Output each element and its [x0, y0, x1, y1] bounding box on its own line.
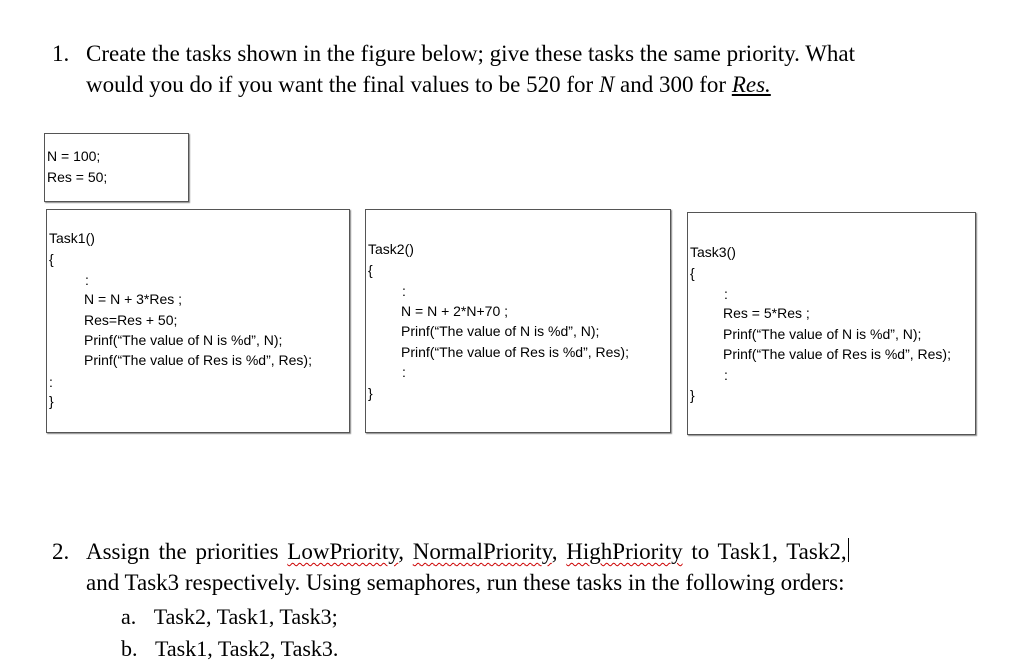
question-1-text: [86, 38, 952, 100]
question-2-line-2: and Task3 respectively. Using semaphores, run these tasks in the following orders:: [86, 570, 845, 595]
task3-header: Task3(): [690, 244, 736, 260]
task2-stmt-2: Prinf(“The value of N is %d”, N);: [401, 323, 600, 339]
task2-open-brace: {: [368, 262, 373, 278]
task3-dots-2: :: [724, 367, 728, 383]
task1-stmt-2: Res=Res + 50;: [84, 312, 178, 328]
question-1-line-1: Create the tasks shown in the figure below; give these tasks the same priority. What: [86, 41, 856, 66]
question-2-sep-2: ,: [551, 539, 567, 564]
task1-header: Task1(): [49, 230, 95, 246]
order-item-a-label: a.: [121, 604, 137, 629]
order-item-b-label: b.: [121, 636, 138, 661]
priority-high: HighPriority: [566, 539, 683, 564]
task2-stmt-3: Prinf(“The value of Res is %d”, Res);: [401, 344, 629, 360]
variable-n: N: [598, 72, 615, 97]
task2-dots-2: :: [402, 364, 406, 380]
task1-open-brace: {: [49, 251, 54, 267]
task3-open-brace: {: [690, 265, 695, 281]
init-res-line: Res = 50;: [47, 169, 108, 185]
question-1-number: 1.: [52, 41, 70, 66]
question-1-line-2: [86, 69, 952, 100]
question-1-line-2-mid: and 300 for: [614, 72, 732, 97]
task3-close-brace: }: [690, 387, 695, 403]
task2-close-brace: }: [368, 385, 373, 401]
task2-header: Task2(): [368, 241, 414, 257]
task1-box: [46, 209, 350, 433]
task1-dots-2: :: [49, 374, 53, 390]
order-item-b: [121, 636, 338, 662]
task1-close-brace: }: [49, 393, 54, 409]
question-1-line-2-pre: would you do if you want the final values to be 520 for: [86, 72, 599, 97]
order-item-a-text: Task2, Task1, Task3;: [153, 604, 338, 629]
priority-normal: NormalPriority: [412, 539, 552, 564]
task3-stmt-3: Prinf(“The value of Res is %d”, Res);: [723, 346, 951, 362]
question-2-text: [86, 536, 952, 598]
question-2-pre: Assign the priorities: [86, 539, 288, 564]
priority-low: LowPriority: [287, 539, 399, 564]
init-n-line: N = 100;: [47, 148, 101, 164]
question-1: [52, 38, 952, 100]
variable-res: Res.: [731, 72, 771, 97]
task3-dots: :: [724, 286, 728, 302]
task3-stmt-1: Res = 5*Res ;: [723, 305, 810, 321]
task2-box: [365, 209, 671, 433]
question-2: [52, 536, 952, 598]
task1-stmt-4: Prinf(“The value of Res is %d”, Res);: [84, 352, 312, 368]
task1-dots: :: [85, 272, 89, 288]
order-item-b-text: Task1, Task2, Task3.: [155, 636, 339, 661]
question-2-line-1: [86, 536, 952, 567]
task2-stmt-1: N = N + 2*N+70 ;: [401, 303, 509, 319]
task1-stmt-1: N = N + 3*Res ;: [84, 291, 183, 307]
init-values-box: [44, 133, 189, 202]
order-item-a: [121, 604, 338, 630]
task2-dots: :: [402, 283, 406, 299]
task1-stmt-3: Prinf(“The value of N is %d”, N);: [84, 332, 283, 348]
question-2-post: to Task1, Task2,: [682, 539, 847, 564]
task3-stmt-2: Prinf(“The value of N is %d”, N);: [723, 326, 922, 342]
question-2-number: 2.: [52, 539, 70, 564]
text-cursor: [848, 538, 849, 562]
question-2-sep-1: ,: [398, 539, 413, 564]
task3-box: [687, 212, 976, 435]
